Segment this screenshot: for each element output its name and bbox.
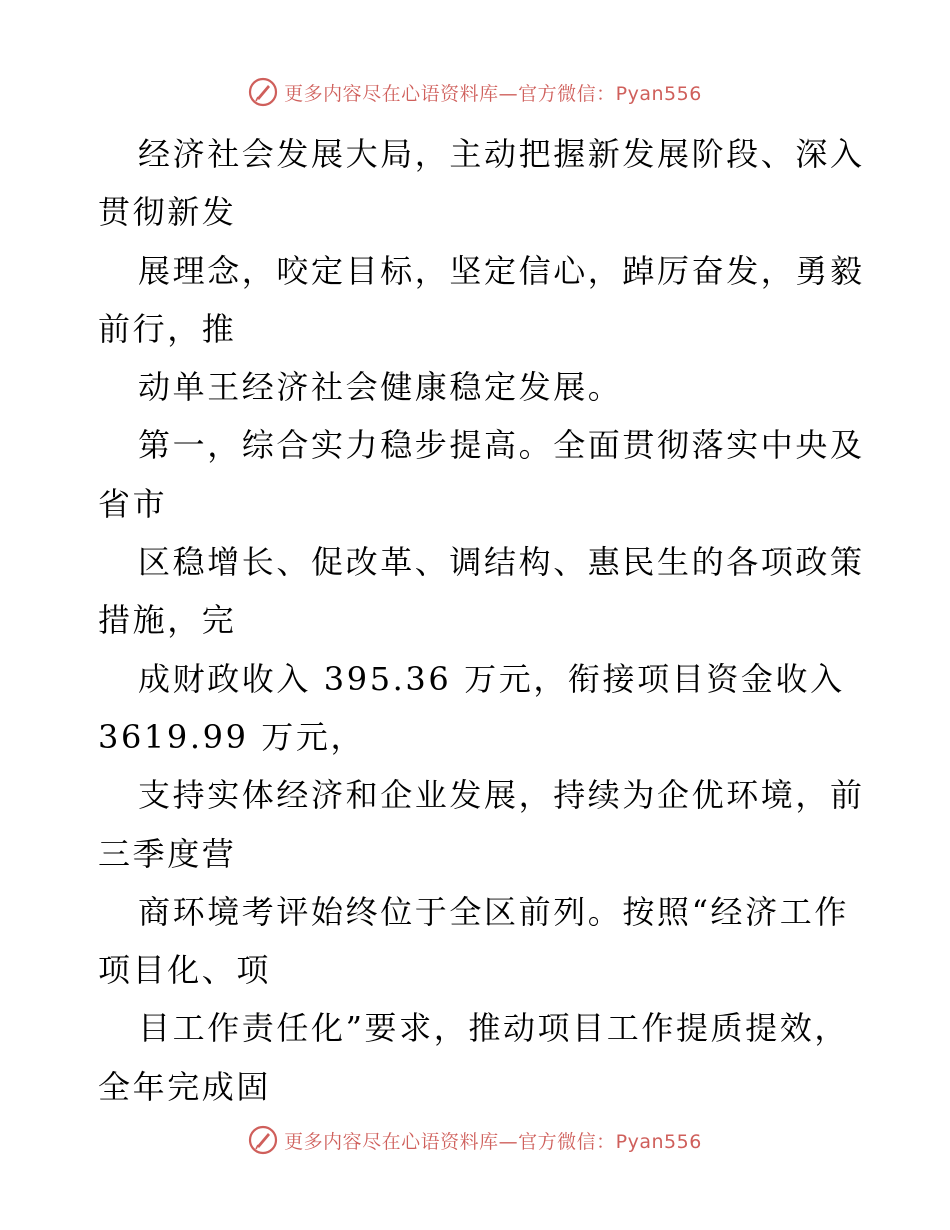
text-line: 全年完成固	[98, 1067, 272, 1106]
text-line: 展理念，咬定目标，坚定信心，踔厉奋发，勇毅	[138, 251, 865, 290]
quill-seal-icon	[248, 1125, 278, 1155]
text-line: 成财政收入 395.36 万元，衔接项目资金收入	[138, 659, 845, 698]
text-line: 经济社会发展大局，主动把握新发展阶段、深入	[138, 135, 865, 173]
footer-banner	[0, 1120, 950, 1160]
text-line: 贯彻新发	[98, 193, 237, 232]
text-line: 3619.99 万元，	[98, 717, 366, 756]
document-body	[98, 125, 865, 1116]
text-line: 第一，综合实力稳步提高。全面贯彻落实中央及	[138, 426, 865, 465]
text-line: 目工作责任化”要求，推动项目工作提质提效，	[138, 1009, 849, 1048]
text-line: 省市	[98, 484, 168, 523]
text-line: 动单王经济社会健康稳定发展。	[138, 368, 623, 407]
text-line: 项目化、项	[98, 951, 272, 990]
header-banner	[0, 72, 950, 112]
text-line: 三季度营	[98, 834, 237, 873]
text-line: 措施，完	[98, 601, 237, 640]
text-line: 前行，推	[98, 309, 237, 348]
text-line: 商环境考评始终位于全区前列。按照“经济工作	[138, 892, 849, 931]
text-line: 区稳增长、促改革、调结构、惠民生的各项政策	[138, 543, 865, 582]
banner-text: 更多内容尽在心语资料库—官方微信：Pyan556	[284, 82, 702, 105]
banner-text: 更多内容尽在心语资料库—官方微信：Pyan556	[284, 1130, 702, 1153]
quill-seal-icon	[248, 77, 278, 107]
text-line: 支持实体经济和企业发展，持续为企优环境，前	[138, 776, 865, 815]
